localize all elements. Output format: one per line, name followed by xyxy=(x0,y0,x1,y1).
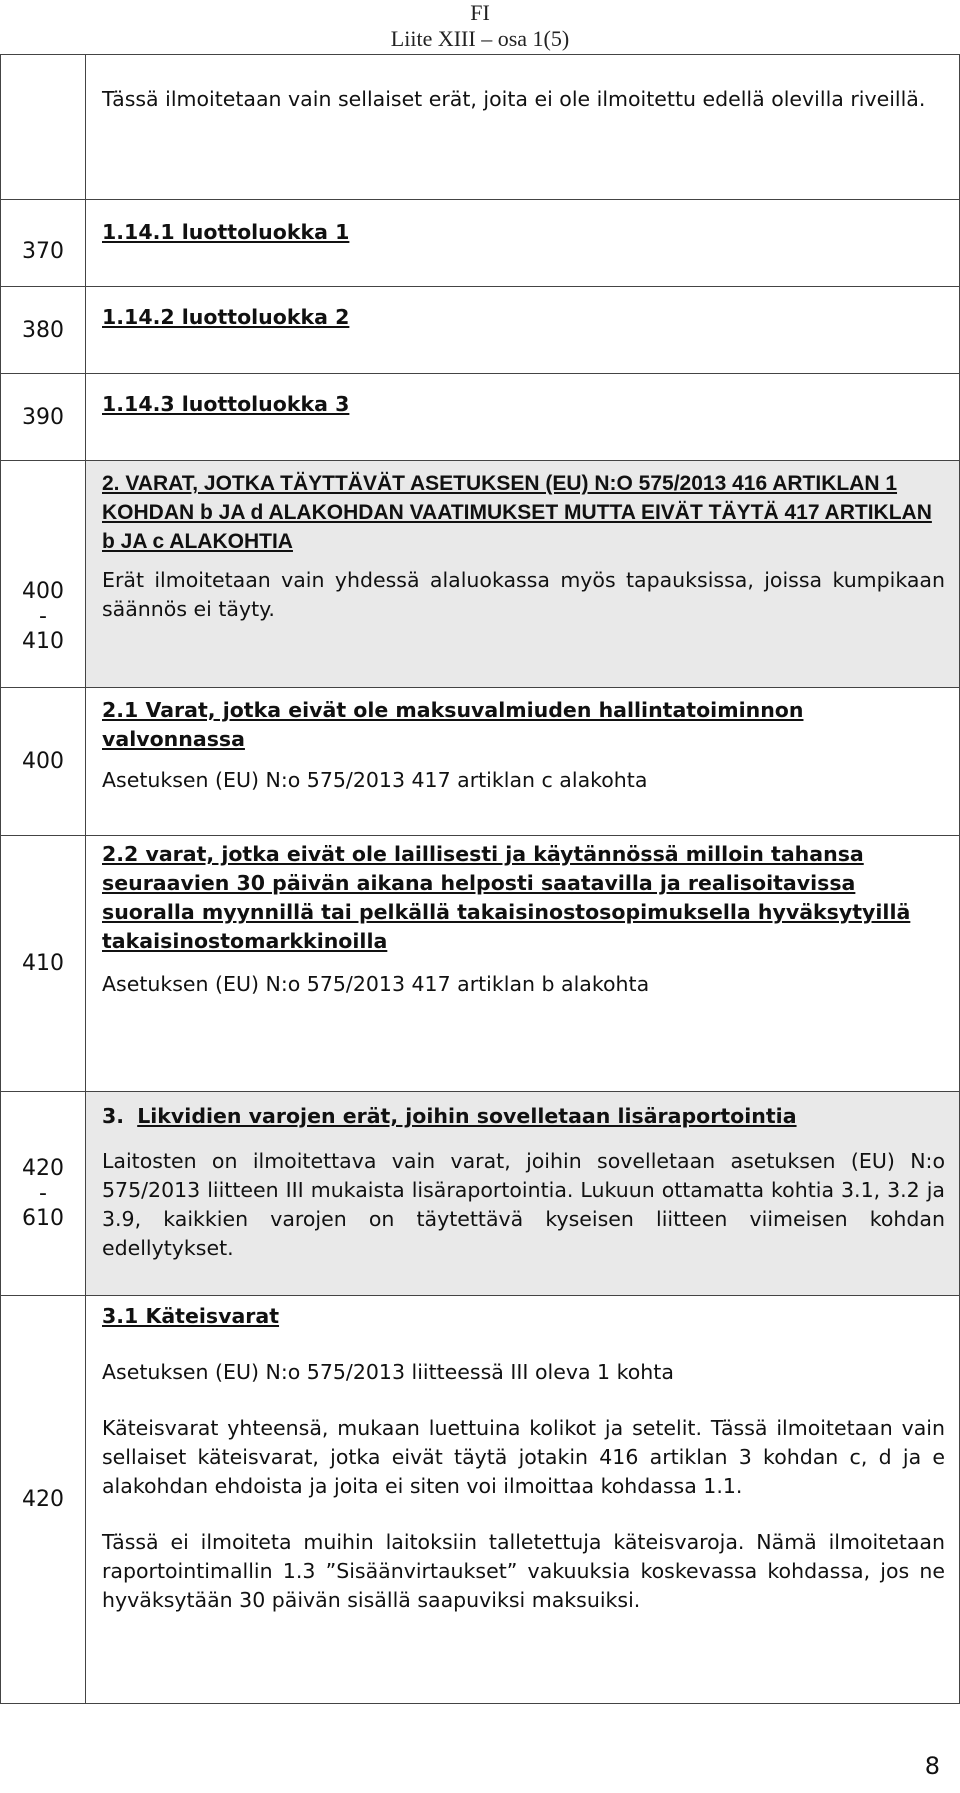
section-2-text: Erät ilmoitetaan vain yhdessä alaluokassa myös tapauksissa, joissa kumpikaan säännös ei täyty. xyxy=(102,568,945,621)
row-code: 410 xyxy=(1,836,86,1092)
intro-text: Tässä ilmoitetaan vain sellaiset erät, joita ei ole ilmoitettu edellä olevilla riveillä. xyxy=(102,87,926,111)
row-400-reference: Asetuksen (EU) N:o 575/2013 417 artiklan c alakohta xyxy=(102,768,648,792)
instructions-table xyxy=(0,54,960,1704)
table-row xyxy=(1,836,960,1092)
section-3-text: Laitosten on ilmoitettava vain varat, joihin sovelletaan asetuksen (EU) N:o 575/2013 liitteen III mukaista lisäraportointia. Lukuun ottamatta kohtia 3.1, 3.2 ja 3.9, kaikkien varojen on täytettävä kyseisen liitteen viimeisen kohdan edellytykset. xyxy=(102,1149,945,1260)
row-400-heading: 2.1 Varat, jotka eivät ole maksuvalmiuden hallintatoiminnon valvonnassa xyxy=(102,698,804,751)
code-to: 610 xyxy=(22,1206,64,1231)
language-code: FI xyxy=(470,0,490,25)
table-row xyxy=(1,55,960,200)
code-from: 400 xyxy=(22,579,64,604)
row-code: 420 xyxy=(1,1296,86,1704)
row-code-range xyxy=(1,461,86,688)
row-content xyxy=(86,374,960,461)
code-from: 420 xyxy=(22,1156,64,1181)
section-2-heading: 2. VARAT, JOTKA TÄYTTÄVÄT ASETUKSEN (EU) N:O 575/2013 416 ARTIKLAN 1 KOHDAN b JA d ALAKOHDAN VAATIMUKSET MUTTA EIVÄT TÄYTÄ 417 ARTIKLAN b JA c ALAKOHTIA xyxy=(102,472,932,553)
table-row xyxy=(1,461,960,688)
row-420-paragraph-2: Tässä ei ilmoiteta muihin laitoksiin talletettuja käteisvaroja. Nämä ilmoitetaan raportointimallin 1.3 ”Sisäänvirtaukset” vakuuksia koskevassa kohdassa, jos ne hyväksytään 30 päivän sisällä saapuviksi maksuiksi. xyxy=(102,1530,945,1612)
table-row xyxy=(1,200,960,287)
row-content xyxy=(86,287,960,374)
table-row xyxy=(1,287,960,374)
row-420-paragraph-1: Käteisvarat yhteensä, mukaan luettuina kolikot ja setelit. Tässä ilmoitetaan vain sellaiset käteisvarat, jotka eivät täytä jotakin 416 artiklan 3 kohdan c, d ja e alakohdan ehdoista ja joita ei siten voi ilmoittaa kohdassa 1.1. xyxy=(102,1416,945,1498)
row-content xyxy=(86,1296,960,1704)
row-370-label: 1.14.1 luottoluokka 1 xyxy=(102,220,350,244)
code-to: 410 xyxy=(22,629,64,654)
section-3-heading: Likvidien varojen erät, joihin sovelletaan lisäraportointia xyxy=(137,1104,797,1128)
section-3-number: 3. xyxy=(102,1104,125,1128)
row-420-reference: Asetuksen (EU) N:o 575/2013 liitteessä III oleva 1 kohta xyxy=(102,1360,674,1384)
row-code: 380 xyxy=(1,287,86,374)
row-code: 390 xyxy=(1,374,86,461)
section-3-heading-line xyxy=(102,1102,945,1131)
table-row xyxy=(1,1092,960,1296)
row-code: 370 xyxy=(1,200,86,287)
code-dash: - xyxy=(39,1181,47,1206)
page-number: 8 xyxy=(924,1752,940,1780)
code-dash: - xyxy=(39,604,47,629)
table-row xyxy=(1,374,960,461)
row-code: 400 xyxy=(1,688,86,836)
row-code-range xyxy=(1,1092,86,1296)
row-content xyxy=(86,55,960,200)
annex-title: Liite XIII – osa 1(5) xyxy=(390,26,570,51)
table-row xyxy=(1,688,960,836)
row-410-heading: 2.2 varat, jotka eivät ole laillisesti ja käytännössä milloin tahansa seuraavien 30 päivän aikana helposti saatavilla ja realisoitavissa suoralla myynnillä tai pelkällä takaisinostosopimuksella hyväksytyillä takaisinostomarkkinoilla xyxy=(102,842,911,953)
row-content xyxy=(86,688,960,836)
row-content xyxy=(86,836,960,1092)
row-content xyxy=(86,461,960,688)
row-380-label: 1.14.2 luottoluokka 2 xyxy=(102,305,350,329)
row-390-label: 1.14.3 luottoluokka 3 xyxy=(102,392,350,416)
row-410-reference: Asetuksen (EU) N:o 575/2013 417 artiklan b alakohta xyxy=(102,972,650,996)
row-code xyxy=(1,55,86,200)
row-content xyxy=(86,200,960,287)
row-content xyxy=(86,1092,960,1296)
table-row xyxy=(1,1296,960,1704)
row-420-heading: 3.1 Käteisvarat xyxy=(102,1304,280,1328)
